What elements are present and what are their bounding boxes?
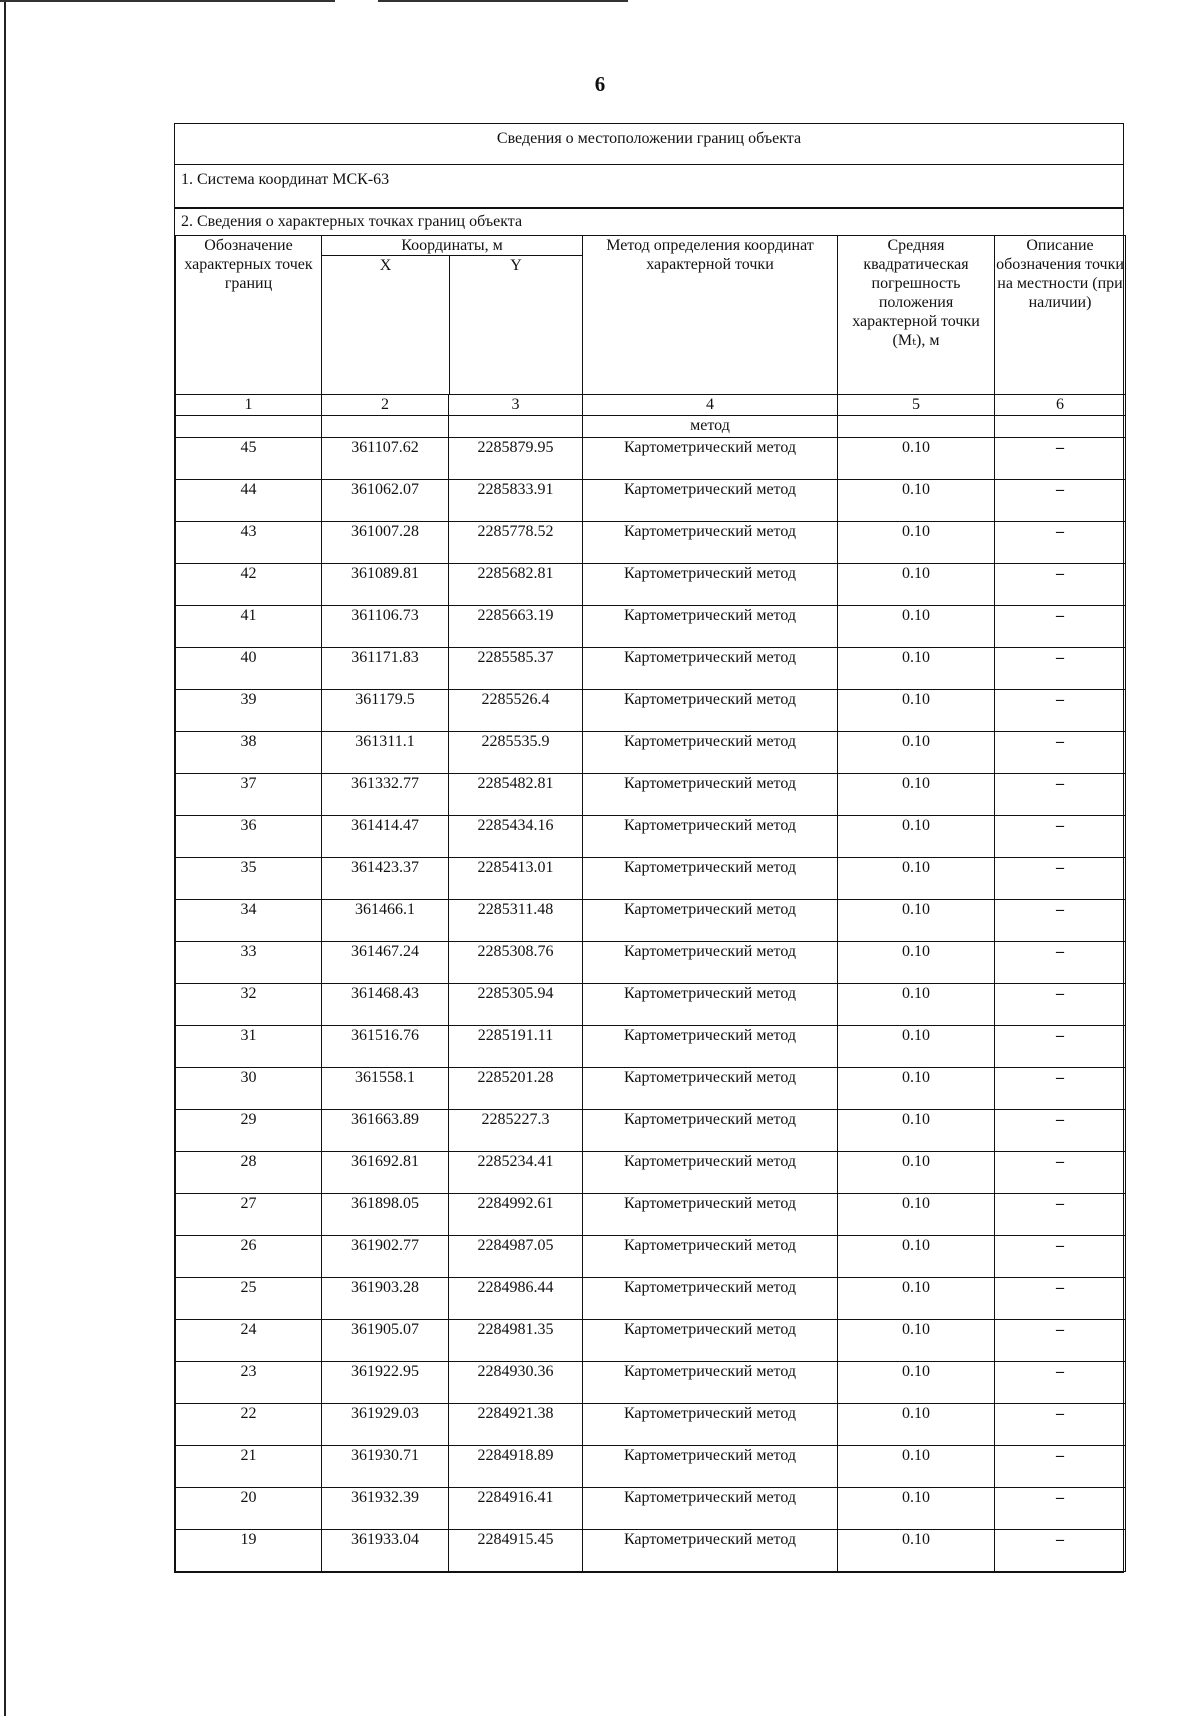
description: –: [995, 1152, 1126, 1194]
point-id: 19: [176, 1530, 322, 1572]
column-x: X: [322, 256, 450, 394]
column-method: Метод определения координат характерной точки: [583, 236, 838, 395]
column-number: 1: [176, 395, 322, 416]
coord-y: 2285482.81: [449, 774, 583, 816]
method: Картометрический метод: [583, 1152, 838, 1194]
scan-edge-top: [378, 0, 628, 2]
table-row: [176, 858, 1126, 900]
method: Картометрический метод: [583, 1446, 838, 1488]
description: –: [995, 1446, 1126, 1488]
coord-x: 361902.77: [322, 1236, 449, 1278]
description: –: [995, 1110, 1126, 1152]
continuation-row: [176, 416, 1126, 438]
coordinate-system: 1. Система координат МСК-63: [175, 165, 1123, 208]
column-designation: Обозначение характерных точек границ: [176, 236, 322, 395]
column-header-row: [176, 236, 1126, 395]
method: Картометрический метод: [583, 858, 838, 900]
column-number-row: [176, 395, 1126, 416]
coord-y: 2285201.28: [449, 1068, 583, 1110]
method: Картометрический метод: [583, 1026, 838, 1068]
column-error: Средняя квадратическая погрешность положения характерной точки (Mₜ), м: [838, 236, 995, 395]
method: Картометрический метод: [583, 1068, 838, 1110]
coord-y: 2284916.41: [449, 1488, 583, 1530]
coord-y: 2284930.36: [449, 1362, 583, 1404]
description: –: [995, 522, 1126, 564]
error-value: 0.10: [838, 1152, 995, 1194]
point-id: 20: [176, 1488, 322, 1530]
error-value: 0.10: [838, 1320, 995, 1362]
coord-x: 361179.5: [322, 690, 449, 732]
coord-x: 361106.73: [322, 606, 449, 648]
table-row: [176, 1068, 1126, 1110]
coord-x: 361468.43: [322, 984, 449, 1026]
table-row: [176, 1446, 1126, 1488]
error-value: 0.10: [838, 1530, 995, 1572]
column-number: 6: [995, 395, 1126, 416]
table-row: [176, 480, 1126, 522]
coord-y: 2285191.11: [449, 1026, 583, 1068]
point-id: 27: [176, 1194, 322, 1236]
coord-y: 2285308.76: [449, 942, 583, 984]
point-id: 39: [176, 690, 322, 732]
point-id: 23: [176, 1362, 322, 1404]
error-value: 0.10: [838, 984, 995, 1026]
method: Картометрический метод: [583, 1278, 838, 1320]
error-value: 0.10: [838, 480, 995, 522]
error-value: 0.10: [838, 1446, 995, 1488]
method: Картометрический метод: [583, 438, 838, 480]
point-id: 24: [176, 1320, 322, 1362]
table-row: [176, 1110, 1126, 1152]
point-id: 33: [176, 942, 322, 984]
method: Картометрический метод: [583, 1404, 838, 1446]
method: Картометрический метод: [583, 1488, 838, 1530]
error-value: 0.10: [838, 858, 995, 900]
point-id: 25: [176, 1278, 322, 1320]
coord-x: 361663.89: [322, 1110, 449, 1152]
page-number: 6: [594, 72, 606, 96]
coord-x: 361007.28: [322, 522, 449, 564]
coord-y: 2285413.01: [449, 858, 583, 900]
table-row: [176, 564, 1126, 606]
point-id: 29: [176, 1110, 322, 1152]
coord-x: 361332.77: [322, 774, 449, 816]
empty-cell: [995, 416, 1126, 438]
coord-x: 361466.1: [322, 900, 449, 942]
table-row: [176, 1488, 1126, 1530]
table-row: [176, 1194, 1126, 1236]
error-value: 0.10: [838, 732, 995, 774]
description: –: [995, 690, 1126, 732]
coord-x: 361062.07: [322, 480, 449, 522]
description: –: [995, 438, 1126, 480]
coord-y: 2284981.35: [449, 1320, 583, 1362]
points-section-title: 2. Сведения о характерных точках границ объекта: [175, 208, 1123, 235]
table-row: [176, 1362, 1126, 1404]
table-row: [176, 438, 1126, 480]
column-number: 2: [322, 395, 449, 416]
table-row: [176, 648, 1126, 690]
description: –: [995, 900, 1126, 942]
coord-y: 2285879.95: [449, 438, 583, 480]
coord-x: 361898.05: [322, 1194, 449, 1236]
error-value: 0.10: [838, 564, 995, 606]
point-id: 31: [176, 1026, 322, 1068]
table-row: [176, 732, 1126, 774]
coord-x: 361311.1: [322, 732, 449, 774]
coord-y: 2285526.4: [449, 690, 583, 732]
method: Картометрический метод: [583, 648, 838, 690]
empty-cell: [838, 416, 995, 438]
error-value: 0.10: [838, 648, 995, 690]
coord-y: 2285227.3: [449, 1110, 583, 1152]
coord-y: 2285535.9: [449, 732, 583, 774]
description: –: [995, 1026, 1126, 1068]
description: –: [995, 774, 1126, 816]
method: Картометрический метод: [583, 1320, 838, 1362]
coord-x: 361929.03: [322, 1404, 449, 1446]
error-value: 0.10: [838, 438, 995, 480]
boundary-info-form: [174, 123, 1124, 1573]
point-id: 30: [176, 1068, 322, 1110]
error-value: 0.10: [838, 1194, 995, 1236]
coord-y: 2284918.89: [449, 1446, 583, 1488]
method: Картометрический метод: [583, 564, 838, 606]
description: –: [995, 942, 1126, 984]
method: Картометрический метод: [583, 606, 838, 648]
coord-x: 361903.28: [322, 1278, 449, 1320]
column-number: 4: [583, 395, 838, 416]
form-title: Сведения о местоположении границ объекта: [175, 124, 1123, 165]
method: Картометрический метод: [583, 942, 838, 984]
description: –: [995, 1236, 1126, 1278]
method: Картометрический метод: [583, 690, 838, 732]
table-row: [176, 690, 1126, 732]
error-value: 0.10: [838, 1236, 995, 1278]
description: –: [995, 1530, 1126, 1572]
description: –: [995, 1404, 1126, 1446]
point-id: 34: [176, 900, 322, 942]
continuation-method: метод: [583, 416, 838, 438]
error-value: 0.10: [838, 774, 995, 816]
scan-edge-top: [0, 0, 335, 2]
point-id: 42: [176, 564, 322, 606]
table-row: [176, 942, 1126, 984]
coord-y: 2285311.48: [449, 900, 583, 942]
column-y: Y: [510, 257, 522, 274]
method: Картометрический метод: [583, 1236, 838, 1278]
description: –: [995, 1320, 1126, 1362]
error-value: 0.10: [838, 1278, 995, 1320]
method: Картометрический метод: [583, 984, 838, 1026]
coord-y: 2284992.61: [449, 1194, 583, 1236]
method: Картометрический метод: [583, 816, 838, 858]
error-value: 0.10: [838, 816, 995, 858]
coord-x: 361467.24: [322, 942, 449, 984]
method: Картометрический метод: [583, 1362, 838, 1404]
coord-y: 2284987.05: [449, 1236, 583, 1278]
point-id: 45: [176, 438, 322, 480]
method: Картометрический метод: [583, 522, 838, 564]
error-value: 0.10: [838, 1026, 995, 1068]
coord-y: 2285682.81: [449, 564, 583, 606]
points-table: [175, 235, 1126, 1572]
table-row: [176, 816, 1126, 858]
coord-x: 361933.04: [322, 1530, 449, 1572]
point-id: 43: [176, 522, 322, 564]
coord-y: 2285585.37: [449, 648, 583, 690]
description: –: [995, 1488, 1126, 1530]
column-number: 3: [449, 395, 583, 416]
description: –: [995, 606, 1126, 648]
method: Картометрический метод: [583, 480, 838, 522]
coord-y: 2285434.16: [449, 816, 583, 858]
coord-y: 2284915.45: [449, 1530, 583, 1572]
method: Картометрический метод: [583, 1530, 838, 1572]
description: –: [995, 816, 1126, 858]
error-value: 0.10: [838, 1404, 995, 1446]
error-value: 0.10: [838, 690, 995, 732]
coord-y: 2285833.91: [449, 480, 583, 522]
error-value: 0.10: [838, 1110, 995, 1152]
error-value: 0.10: [838, 900, 995, 942]
table-row: [176, 900, 1126, 942]
error-value: 0.10: [838, 1488, 995, 1530]
point-id: 28: [176, 1152, 322, 1194]
point-id: 37: [176, 774, 322, 816]
description: –: [995, 648, 1126, 690]
point-id: 38: [176, 732, 322, 774]
description: –: [995, 858, 1126, 900]
coord-y: 2284921.38: [449, 1404, 583, 1446]
coord-x: 361692.81: [322, 1152, 449, 1194]
coord-y: 2285234.41: [449, 1152, 583, 1194]
empty-cell: [449, 416, 583, 438]
method: Картометрический метод: [583, 900, 838, 942]
error-value: 0.10: [838, 1068, 995, 1110]
coord-x: 361516.76: [322, 1026, 449, 1068]
error-value: 0.10: [838, 1362, 995, 1404]
point-id: 40: [176, 648, 322, 690]
table-row: [176, 1530, 1126, 1572]
table-row: [176, 1404, 1126, 1446]
table-row: [176, 1320, 1126, 1362]
scan-edge: [4, 0, 6, 1716]
coord-x: 361905.07: [322, 1320, 449, 1362]
description: –: [995, 1068, 1126, 1110]
point-id: 35: [176, 858, 322, 900]
coord-x: 361107.62: [322, 438, 449, 480]
coord-x: 361423.37: [322, 858, 449, 900]
table-row: [176, 1278, 1126, 1320]
method: Картометрический метод: [583, 1194, 838, 1236]
table-row: [176, 1026, 1126, 1068]
coord-y: 2285305.94: [449, 984, 583, 1026]
description: –: [995, 1278, 1126, 1320]
coord-x: 361558.1: [322, 1068, 449, 1110]
method: Картометрический метод: [583, 732, 838, 774]
coord-x: 361414.47: [322, 816, 449, 858]
column-description: Описание обозначения точки на местности (при наличии): [995, 236, 1126, 395]
error-value: 0.10: [838, 522, 995, 564]
coord-x: 361930.71: [322, 1446, 449, 1488]
coords-heading: Координаты, м: [322, 236, 582, 256]
column-number: 5: [838, 395, 995, 416]
table-row: [176, 1236, 1126, 1278]
coord-y: 2285663.19: [449, 606, 583, 648]
column-coordinates: [322, 236, 583, 395]
table-row: [176, 1152, 1126, 1194]
coord-x: 361089.81: [322, 564, 449, 606]
point-id: 26: [176, 1236, 322, 1278]
point-id: 44: [176, 480, 322, 522]
table-row: [176, 984, 1126, 1026]
point-id: 22: [176, 1404, 322, 1446]
description: –: [995, 732, 1126, 774]
point-id: 32: [176, 984, 322, 1026]
description: –: [995, 480, 1126, 522]
point-id: 41: [176, 606, 322, 648]
coord-y: 2284986.44: [449, 1278, 583, 1320]
coord-y: 2285778.52: [449, 522, 583, 564]
empty-cell: [322, 416, 449, 438]
error-value: 0.10: [838, 942, 995, 984]
table-row: [176, 606, 1126, 648]
description: –: [995, 984, 1126, 1026]
description: –: [995, 1194, 1126, 1236]
description: –: [995, 1362, 1126, 1404]
method: Картометрический метод: [583, 774, 838, 816]
coord-x: 361922.95: [322, 1362, 449, 1404]
description: –: [995, 564, 1126, 606]
error-value: 0.10: [838, 606, 995, 648]
point-id: 36: [176, 816, 322, 858]
coord-x: 361171.83: [322, 648, 449, 690]
point-id: 21: [176, 1446, 322, 1488]
coord-x: 361932.39: [322, 1488, 449, 1530]
table-row: [176, 522, 1126, 564]
method: Картометрический метод: [583, 1110, 838, 1152]
table-row: [176, 774, 1126, 816]
empty-cell: [176, 416, 322, 438]
